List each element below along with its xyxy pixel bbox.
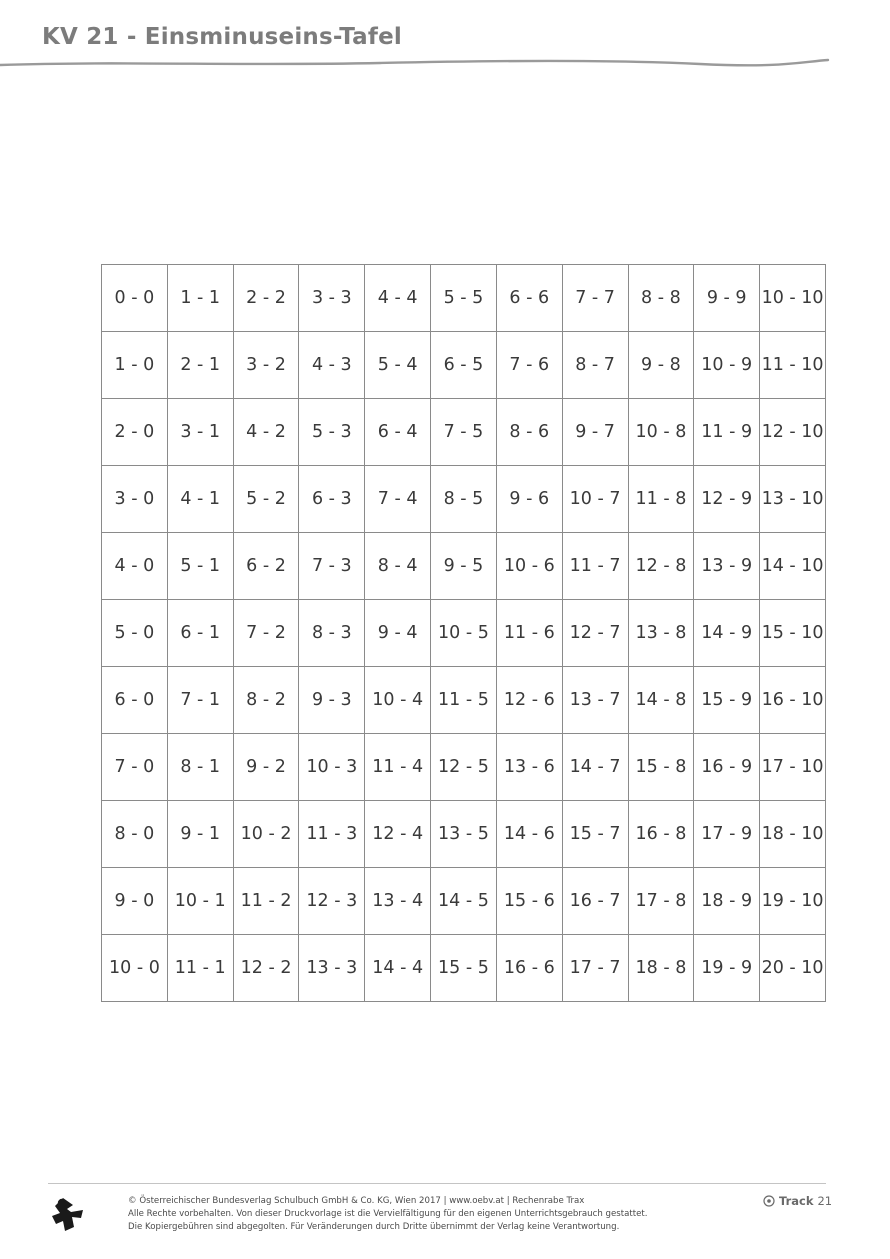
table-cell: 2 - 1 [167, 332, 233, 399]
table-cell: 11 - 3 [299, 801, 365, 868]
table-cell: 11 - 6 [496, 600, 562, 667]
table-cell: 16 - 9 [694, 734, 760, 801]
table-cell: 4 - 0 [102, 533, 168, 600]
table-cell: 11 - 2 [233, 868, 299, 935]
table-cell: 9 - 6 [496, 466, 562, 533]
table-row [102, 399, 826, 466]
table-cell: 13 - 10 [760, 466, 826, 533]
table-cell: 14 - 4 [365, 935, 431, 1002]
table-cell: 7 - 0 [102, 734, 168, 801]
table-cell: 1 - 0 [102, 332, 168, 399]
table-cell: 14 - 8 [628, 667, 694, 734]
table-cell: 7 - 2 [233, 600, 299, 667]
table-cell: 7 - 7 [562, 265, 628, 332]
table-cell: 9 - 5 [431, 533, 497, 600]
table-cell: 18 - 10 [760, 801, 826, 868]
table-row [102, 935, 826, 1002]
table-cell: 9 - 3 [299, 667, 365, 734]
table-cell: 19 - 9 [694, 935, 760, 1002]
table-cell: 5 - 5 [431, 265, 497, 332]
table-cell: 6 - 2 [233, 533, 299, 600]
table-cell: 4 - 4 [365, 265, 431, 332]
page-number: 21 [817, 1194, 833, 1208]
copyright-notice [128, 1195, 648, 1234]
table-cell: 13 - 7 [562, 667, 628, 734]
table-cell: 5 - 0 [102, 600, 168, 667]
table-cell: 9 - 8 [628, 332, 694, 399]
table-cell: 10 - 6 [496, 533, 562, 600]
table-cell: 14 - 10 [760, 533, 826, 600]
table-cell: 12 - 10 [760, 399, 826, 466]
table-cell: 12 - 2 [233, 935, 299, 1002]
table-cell: 20 - 10 [760, 935, 826, 1002]
table-cell: 10 - 7 [562, 466, 628, 533]
table-cell: 4 - 1 [167, 466, 233, 533]
table-cell: 6 - 0 [102, 667, 168, 734]
table-cell: 11 - 10 [760, 332, 826, 399]
table-cell: 8 - 0 [102, 801, 168, 868]
table-row [102, 466, 826, 533]
table-cell: 18 - 8 [628, 935, 694, 1002]
table-cell: 13 - 8 [628, 600, 694, 667]
table-cell: 11 - 7 [562, 533, 628, 600]
table-cell: 17 - 7 [562, 935, 628, 1002]
table-cell: 12 - 7 [562, 600, 628, 667]
table-cell: 6 - 3 [299, 466, 365, 533]
table-cell: 12 - 8 [628, 533, 694, 600]
table-cell: 5 - 1 [167, 533, 233, 600]
table-row [102, 332, 826, 399]
table-cell: 3 - 0 [102, 466, 168, 533]
table-cell: 14 - 7 [562, 734, 628, 801]
table-row [102, 533, 826, 600]
table-cell: 7 - 1 [167, 667, 233, 734]
table-cell: 10 - 8 [628, 399, 694, 466]
table-cell: 6 - 1 [167, 600, 233, 667]
table-cell: 7 - 5 [431, 399, 497, 466]
table-cell: 12 - 3 [299, 868, 365, 935]
table-cell: 9 - 9 [694, 265, 760, 332]
table-cell: 4 - 2 [233, 399, 299, 466]
table-cell: 9 - 1 [167, 801, 233, 868]
table-cell: 10 - 4 [365, 667, 431, 734]
publisher-logo-icon [50, 1196, 86, 1232]
table-cell: 10 - 9 [694, 332, 760, 399]
table-cell: 9 - 7 [562, 399, 628, 466]
table-cell: 16 - 7 [562, 868, 628, 935]
table-cell: 12 - 4 [365, 801, 431, 868]
header-underline [0, 56, 830, 72]
table-cell: 6 - 4 [365, 399, 431, 466]
table-cell: 15 - 8 [628, 734, 694, 801]
table-cell: 5 - 2 [233, 466, 299, 533]
table-cell: 17 - 10 [760, 734, 826, 801]
table-cell: 13 - 9 [694, 533, 760, 600]
table-cell: 12 - 5 [431, 734, 497, 801]
table-cell: 10 - 0 [102, 935, 168, 1002]
table-cell: 3 - 2 [233, 332, 299, 399]
table-cell: 8 - 1 [167, 734, 233, 801]
table-cell: 15 - 9 [694, 667, 760, 734]
table-row [102, 600, 826, 667]
table-cell: 15 - 7 [562, 801, 628, 868]
table-cell: 14 - 5 [431, 868, 497, 935]
table-cell: 11 - 1 [167, 935, 233, 1002]
table-row [102, 265, 826, 332]
table-cell: 9 - 4 [365, 600, 431, 667]
track-label: Track [779, 1194, 814, 1208]
table-cell: 8 - 5 [431, 466, 497, 533]
table-row [102, 801, 826, 868]
table-cell: 6 - 5 [431, 332, 497, 399]
table-cell: 1 - 1 [167, 265, 233, 332]
page-title: KV 21 - Einsminuseins-Tafel [42, 24, 402, 50]
table-cell: 11 - 4 [365, 734, 431, 801]
table-cell: 0 - 0 [102, 265, 168, 332]
table-cell: 8 - 7 [562, 332, 628, 399]
table-cell: 13 - 3 [299, 935, 365, 1002]
table-cell: 5 - 4 [365, 332, 431, 399]
table-cell: 12 - 6 [496, 667, 562, 734]
table-cell: 7 - 6 [496, 332, 562, 399]
table-cell: 6 - 6 [496, 265, 562, 332]
table-cell: 15 - 6 [496, 868, 562, 935]
table-cell: 10 - 5 [431, 600, 497, 667]
table-cell: 9 - 2 [233, 734, 299, 801]
table-cell: 11 - 9 [694, 399, 760, 466]
fees-line: Die Kopiergebühren sind abgegolten. Für Veränderungen durch Dritte übernimmt der Verlag keine Verantwortung. [128, 1222, 620, 1232]
table-cell: 16 - 8 [628, 801, 694, 868]
table-cell: 7 - 4 [365, 466, 431, 533]
table-cell: 17 - 8 [628, 868, 694, 935]
table-cell: 3 - 3 [299, 265, 365, 332]
track-page-label [763, 1194, 832, 1208]
table-cell: 13 - 6 [496, 734, 562, 801]
target-icon [763, 1195, 775, 1207]
table-cell: 12 - 9 [694, 466, 760, 533]
rights-line: Alle Rechte vorbehalten. Von dieser Druckvorlage ist die Vervielfältigung für den eigenen Unterrichtsgebrauch gestattet. [128, 1209, 648, 1219]
table-cell: 8 - 8 [628, 265, 694, 332]
table-cell: 13 - 5 [431, 801, 497, 868]
table-cell: 16 - 10 [760, 667, 826, 734]
table-cell: 15 - 5 [431, 935, 497, 1002]
table-cell: 11 - 5 [431, 667, 497, 734]
table-cell: 15 - 10 [760, 600, 826, 667]
table-cell: 13 - 4 [365, 868, 431, 935]
table-cell: 3 - 1 [167, 399, 233, 466]
table-cell: 10 - 3 [299, 734, 365, 801]
table-cell: 2 - 0 [102, 399, 168, 466]
table-cell: 17 - 9 [694, 801, 760, 868]
table-cell: 8 - 4 [365, 533, 431, 600]
table-cell: 19 - 10 [760, 868, 826, 935]
table-cell: 10 - 10 [760, 265, 826, 332]
table-row [102, 734, 826, 801]
table-cell: 8 - 6 [496, 399, 562, 466]
table-row [102, 868, 826, 935]
table-cell: 14 - 9 [694, 600, 760, 667]
table-cell: 16 - 6 [496, 935, 562, 1002]
table-cell: 8 - 2 [233, 667, 299, 734]
table-cell: 10 - 2 [233, 801, 299, 868]
table-cell: 8 - 3 [299, 600, 365, 667]
table-cell: 7 - 3 [299, 533, 365, 600]
subtraction-table-container [101, 264, 826, 990]
copyright-line: © Österreichischer Bundesverlag Schulbuch GmbH & Co. KG, Wien 2017 | www.oebv.at | Rechenrabe Trax [128, 1196, 585, 1206]
table-cell: 4 - 3 [299, 332, 365, 399]
table-cell: 2 - 2 [233, 265, 299, 332]
footer-divider [48, 1183, 826, 1184]
table-cell: 10 - 1 [167, 868, 233, 935]
table-cell: 18 - 9 [694, 868, 760, 935]
table-cell: 9 - 0 [102, 868, 168, 935]
table-cell: 14 - 6 [496, 801, 562, 868]
table-row [102, 667, 826, 734]
table-cell: 11 - 8 [628, 466, 694, 533]
subtraction-table [101, 264, 826, 1002]
table-cell: 5 - 3 [299, 399, 365, 466]
